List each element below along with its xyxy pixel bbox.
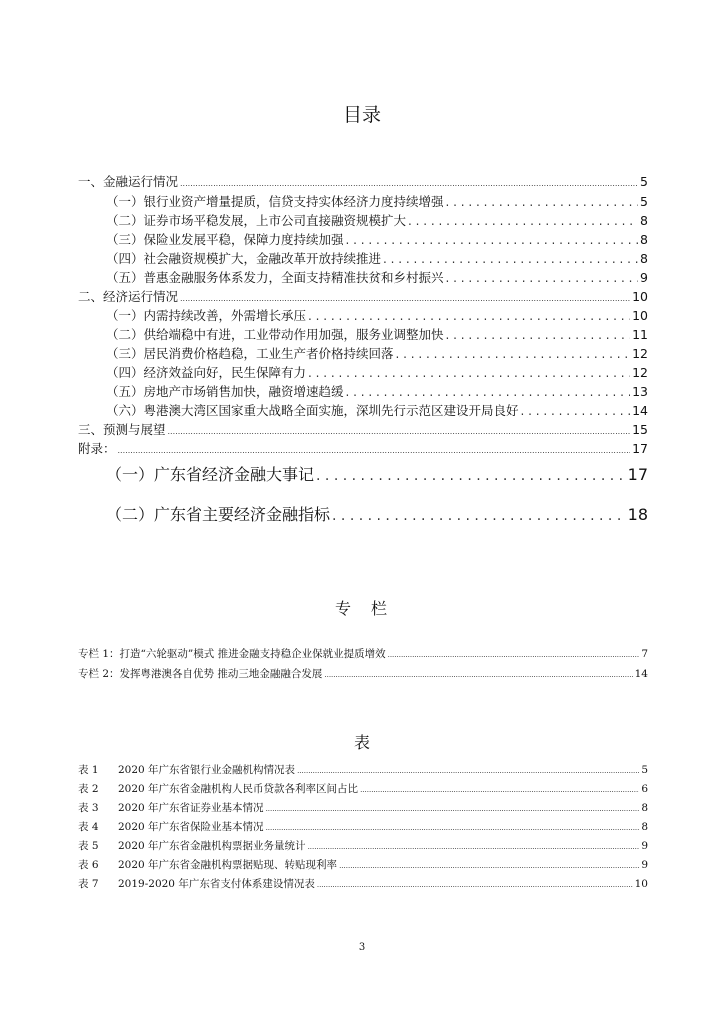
table-entry-prefix: 表 3 [78,802,99,814]
column-entry-title: 发挥粤港澳各自优势 推动三地金融融合发展 [119,668,323,680]
toc-subentry-page: 11 [632,327,648,342]
toc-subentry-page: 8 [640,251,648,266]
leader-dots [383,250,638,268]
column-entry-title: 打造“六轮驱动”模式 推进金融支持稳企业保就业提质增效 [119,648,386,660]
table-entry-label [78,781,358,797]
table-entry-label [78,819,264,835]
table-entry-label [78,800,264,816]
column-entry[interactable] [78,666,648,682]
table-entry[interactable] [78,762,648,778]
toc-subentry[interactable] [106,231,648,249]
table-entry-page: 6 [641,783,648,795]
leader-dots [346,383,631,401]
column-entry-prefix: 专栏 1： [78,648,120,660]
columns-title: 专 栏 [334,599,389,618]
toc-subentry[interactable] [106,269,648,287]
leader-dots [316,464,626,487]
toc-subentry-label: （二）供给端稳中有进，工业带动作用加强，服务业调整加快 [106,327,444,342]
toc-entry-label: 二、经济运行情况 [78,289,179,304]
column-entry-prefix: 专栏 2： [78,668,120,680]
table-entry[interactable] [78,857,648,873]
toc-subentry-label: （一）内需持续改善，外需增长承压 [106,308,307,323]
column-entry-page: 14 [634,668,648,680]
leader-dots [360,782,639,797]
appendix-entry-label: （一）广东省经济金融大事记 [106,465,315,484]
toc-entry-label: 附录： [78,441,116,456]
table-entry-prefix: 表 7 [78,878,99,890]
appendix-entry-page: 17 [627,465,648,484]
leader-dots [332,504,626,527]
table-entry[interactable] [78,838,648,854]
toc-subentry-label: （二）证券市场平稳发展，上市公司直接融资规模扩大 [106,213,407,228]
toc-entry-page: 5 [640,174,648,189]
toc-title: 目录 [342,104,381,126]
leader-dots [446,269,639,287]
toc-entry[interactable] [78,421,648,439]
leader-dots [308,839,640,854]
table-entry-page: 9 [641,859,648,871]
table-entry-title: 2019-2020 年广东省支付体系建设情况表 [118,878,315,890]
toc-subentry[interactable] [106,193,648,211]
table-entry-page: 8 [641,821,648,833]
toc-subentry[interactable] [106,212,648,230]
leader-dots [396,345,631,363]
table-entry-title: 2020 年广东省金融机构人民币贷款各利率区间占比 [118,783,359,795]
table-entry-label [78,762,295,778]
leader-dots [521,402,631,420]
toc-subentry-page: 13 [632,384,648,399]
table-entry-title: 2020 年广东省金融机构票据业务量统计 [118,840,306,852]
table-entry[interactable] [78,781,648,797]
toc-subentry[interactable] [106,307,648,325]
toc-subentry-label: （四）经济效益向好，民生保障有力 [106,365,307,380]
toc-entry[interactable] [78,440,648,458]
toc-entry[interactable] [78,288,648,306]
toc-subentry-label: （五）普惠金融服务体系发力，全面支持精准扶贫和乡村振兴 [106,270,444,285]
toc-subentry[interactable] [106,402,648,420]
toc-subentry-page: 5 [640,194,648,209]
toc-entry[interactable] [78,173,648,191]
leader-dots [388,647,640,662]
table-entry-prefix: 表 2 [78,783,99,795]
toc-subentry-label: （三）保险业发展平稳，保障力度持续加强 [106,232,344,247]
table-entry-prefix: 表 5 [78,840,99,852]
toc-subentry-label: （六）粤港澳大湾区国家重大战略全面实施，深圳先行示范区建设开局良好 [106,403,519,418]
toc-entry-page: 15 [632,422,648,437]
leader-dots [339,858,639,873]
toc-subentry[interactable] [106,364,648,382]
leader-dots [446,193,639,211]
table-entry-label [78,857,337,873]
toc-entry-page: 10 [632,289,648,304]
table-entry-prefix: 表 4 [78,821,99,833]
leader-dots [180,175,638,191]
toc-entry-page: 17 [632,441,648,456]
toc-entry-label: 一、金融运行情况 [78,174,179,189]
leader-dots [180,290,630,306]
table-entry-page: 10 [634,878,648,890]
table-entry-page: 9 [641,840,648,852]
table-entry-title: 2020 年广东省证券业基本情况 [118,802,264,814]
leader-dots [308,364,630,382]
toc-subentry-label: （三）居民消费价格趋稳，工业生产者价格持续回落 [106,346,394,361]
page-number: 3 [358,942,366,953]
toc-subentry[interactable] [106,383,648,401]
table-entry-label [78,876,315,892]
leader-dots [308,307,630,325]
toc-subentry-page: 14 [632,403,648,418]
leader-dots [266,820,640,835]
appendix-entry[interactable] [106,503,648,527]
toc-subentry-label: （五）房地产市场销售加快，融资增速趋缓 [106,384,344,399]
leader-dots [446,326,631,344]
toc-entry-label: 三、预测与展望 [78,422,166,437]
leader-dots [266,801,640,816]
toc-subentry-label: （四）社会融资规模扩大，金融改革开放持续推进 [106,251,382,266]
toc-subentry[interactable] [106,250,648,268]
leader-dots [168,423,631,439]
column-entry[interactable] [78,646,648,662]
leader-dots [324,667,632,682]
toc-subentry-page: 12 [632,365,648,380]
leader-dots [346,231,639,249]
table-entry[interactable] [78,819,648,835]
toc-subentry-page: 9 [640,270,648,285]
appendix-entry[interactable] [106,463,648,487]
table-entry[interactable] [78,876,648,892]
appendix-entry-label: （二）广东省主要经济金融指标 [106,505,331,524]
toc-subentry-label: （一）银行业资产增量提质，信贷支持实体经济力度持续增强 [106,194,444,209]
table-entry-page: 8 [641,802,648,814]
leader-dots [317,877,633,892]
toc-subentry-page: 8 [640,232,648,247]
tables-title: 表 [353,733,370,752]
toc-subentry-page: 12 [632,346,648,361]
toc-subentry[interactable] [106,345,648,363]
table-entry-title: 2020 年广东省保险业基本情况 [118,821,264,833]
toc-subentry-page: 8 [640,213,648,228]
toc-subentry[interactable] [106,326,648,344]
toc-subentry-page: 10 [632,308,648,323]
column-entry-label [78,666,322,682]
table-entry-prefix: 表 1 [78,764,99,776]
table-entry-title: 2020 年广东省银行业金融机构情况表 [118,764,296,776]
leader-dots [118,442,631,458]
table-entry-page: 5 [641,764,648,776]
table-entry-label [78,838,306,854]
leader-dots [408,212,638,230]
table-entry[interactable] [78,800,648,816]
leader-dots [297,763,639,778]
column-entry-page: 7 [641,648,648,660]
table-entry-prefix: 表 6 [78,859,99,871]
appendix-entry-page: 18 [627,505,648,524]
table-entry-title: 2020 年广东省金融机构票据贴现、转贴现利率 [118,859,338,871]
column-entry-label [78,646,386,662]
